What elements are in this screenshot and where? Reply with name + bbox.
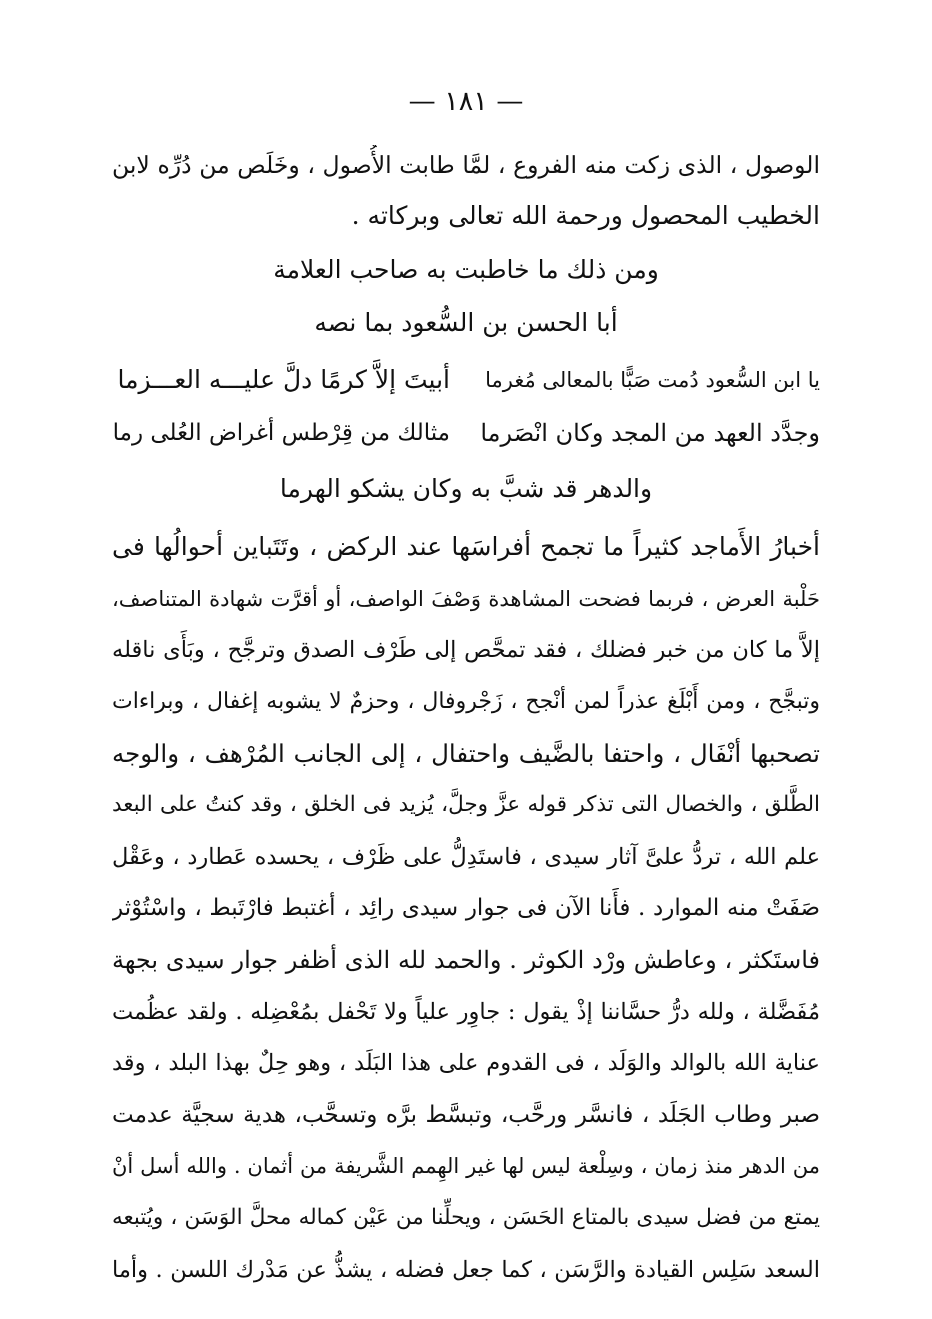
body-line: من الدهر منذ زمان ، وسِلْعة ليس لها غير الهِمم الشَّريفة من أثمان . والله أسل أنْ [112,1154,820,1178]
body-line: تصحبها أنْفَال ، واحتفا بالضَّيف واحتفال ، إلى الجانب المُرْهف ، والوجه [112,739,820,768]
body-line: فاستَكثر ، وعاطش ورْد الكوثر . والحمد لله الذى أظفر جوار سيدى بجهة [112,946,820,974]
body-line: إلاَّ ما كان من خبر فضلك ، فقد تمحَّص إلى طَرْف الصدق وترجَّح ، وبَأَى ناقله [112,637,820,663]
body-line: مُفَضَّلة ، ولله درُّ حسَّاننا إذْ يقول : جاوِر علياً ولا تَحْفل بمُعْضِله . ولقد عظُمت [112,999,820,1025]
verse-hemistich-first: وجدَّد العهد من المجد وكان انْصَرما [480,419,820,447]
body-line: علم الله ، تردُّ علىَّ آثار سيدى ، فاستَدِلُّ على ظَرْف ، يحسده عَطارد ، وعَقْل [112,844,820,870]
verse-hemistich-second: أبيتَ إلاَّ كرمًا دلَّ عليـــه العـــزما [117,365,450,394]
body-line: صبر وطاب الجَلَد ، فانسَّر ورحَّب، وتبسَّط برَّه وتسحَّب، هدية سجيَّة عدمت [112,1102,820,1128]
section-heading: أبا الحسن بن السُّعود بما نصه [314,308,618,337]
verse-hemistich-second: مثالك من قِرْطس أغراض العُلى رما [112,420,450,446]
verse-final: والدهر قد شبَّ به وكان يشكو الهرما [279,474,653,503]
verse-hemistich-first: يا ابن السُّعود دُمت صَبًّا بالمعالى مُغرما [485,368,820,392]
body-line: يمتع من فضل سيدى بالمتاع الحَسَن ، ويحلِّنا من عَيْن كماله محلَّ الوَسَن ، ويُتبعه [112,1205,820,1230]
intro-line: الوصول ، الذى زكت منه الفروع ، لمَّا طابت الأُصول ، وخَلَص من دُرِّه لابن [112,151,820,179]
section-heading: ومن ذلك ما خاطبت به صاحب العلامة [273,255,659,284]
body-line: السعد سَلِس القيادة والرَّسَن ، كما جعل فضله ، يشذُّ عن مَدْرك اللسن . وأما [112,1257,820,1283]
body-line: وتبجَّح ، ومن أَبْلَغ عذراً لمن أنْجح ، زَجْروفال ، وحزمٌ لا يشوبه إغفال ، وبراءات [112,689,820,714]
body-line: أخبارُ الأَماجد كثيراً ما تجمح أفراسَها عند الركض ، وتَتَباين أحوالُها فى [112,532,820,561]
intro-line: الخطيب المحصول ورحمة الله تعالى وبركاته . [351,201,820,230]
body-line: عناية الله بالوالد والوَلَد ، فى القدوم على هذا البَلَد ، وهو حِلٌ بهذا البلد ، وقد [112,1050,820,1076]
page-number: — ١٨١ — [408,86,524,117]
body-line: صَفَتْ منه الموارد . فأَنا الآن فى جوار سيدى رائِد ، أغتبط فارْتَبط ، واسْتُوْثر [112,895,820,921]
body-line: الطَّلق ، والخصال التى تذكر قوله عزَّ وجلَّ، يُزيد فى الخلق ، وقد كنتُ على البعد [112,792,820,817]
body-line: حَلْبة العرض ، فربما فضحت المشاهدة وَصْفَ الواصف، أو أقرَّت شهادة المتناصف، [112,587,820,611]
